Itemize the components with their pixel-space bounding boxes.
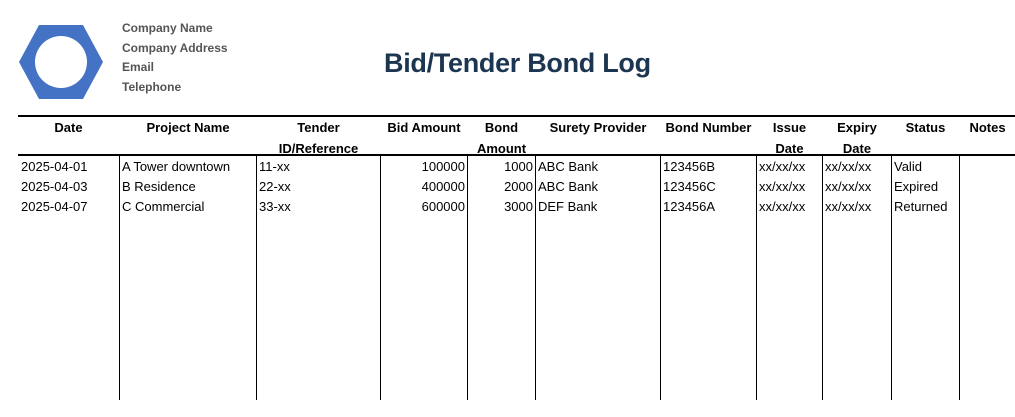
cell-date: 2025-04-07: [21, 199, 88, 214]
cell-expiry-date: xx/xx/xx: [825, 199, 872, 214]
cell-surety-provider: ABC Bank: [538, 159, 598, 174]
column-divider: [119, 156, 120, 400]
column-header-bid-amount: Bid Amount: [387, 120, 461, 135]
cell-status: Returned: [894, 199, 948, 214]
cell-expiry-date: xx/xx/xx: [825, 179, 872, 194]
cell-bond-number: 123456B: [663, 159, 716, 174]
column-header-status: Status: [905, 120, 946, 135]
column-divider: [822, 156, 823, 400]
cell-bid-amount: 400000: [421, 179, 465, 194]
company-email-label: Email: [122, 60, 155, 75]
cell-project-name: B Residence: [122, 179, 196, 194]
page-title: Bid/Tender Bond Log: [384, 48, 651, 78]
column-header-bond-number: Bond Number: [665, 120, 752, 135]
cell-bond-amount: 3000: [504, 199, 533, 214]
column-divider: [535, 156, 536, 400]
cell-issue-date: xx/xx/xx: [759, 199, 806, 214]
column-header-surety-provider: Surety Provider: [549, 120, 647, 135]
cell-bid-amount: 100000: [421, 159, 465, 174]
cell-issue-date: xx/xx/xx: [759, 179, 806, 194]
column-header-notes: Notes: [969, 120, 1006, 135]
cell-tender-id: 22-xx: [259, 179, 291, 194]
column-header-bond-amount: Bond Amount: [476, 120, 527, 156]
cell-surety-provider: ABC Bank: [538, 179, 598, 194]
cell-date: 2025-04-03: [21, 179, 88, 194]
cell-surety-provider: DEF Bank: [538, 199, 598, 214]
cell-status: Expired: [894, 179, 939, 194]
cell-tender-id: 33-xx: [259, 199, 291, 214]
cell-bid-amount: 600000: [421, 199, 465, 214]
column-divider: [959, 156, 960, 400]
cell-date: 2025-04-01: [21, 159, 88, 174]
column-divider: [660, 156, 661, 400]
cell-bond-amount: 2000: [504, 179, 533, 194]
hex-nut-icon: [18, 24, 104, 100]
company-telephone-label: Telephone: [122, 80, 182, 95]
column-divider: [256, 156, 257, 400]
cell-bond-amount: 1000: [504, 159, 533, 174]
column-header-expiry-date: Expiry Date: [837, 120, 877, 156]
column-divider: [756, 156, 757, 400]
column-divider: [891, 156, 892, 400]
cell-bond-number: 123456A: [663, 199, 716, 214]
column-header-tender-id: Tender ID/Reference: [278, 120, 359, 156]
column-header-date: Date: [54, 120, 83, 135]
cell-tender-id: 11-xx: [259, 159, 290, 174]
cell-bond-number: 123456C: [663, 179, 716, 194]
table-top-rule: [18, 115, 1015, 117]
company-address-label: Company Address: [122, 40, 228, 55]
cell-status: Valid: [894, 159, 922, 174]
company-name-label: Company Name: [122, 21, 213, 35]
cell-expiry-date: xx/xx/xx: [825, 159, 872, 174]
cell-project-name: A Tower downtown: [122, 159, 231, 174]
column-header-issue-date: Issue Date: [772, 120, 807, 156]
column-header-project-name: Project Name: [146, 120, 230, 135]
cell-project-name: C Commercial: [122, 199, 205, 214]
company-info: [122, 19, 228, 98]
cell-issue-date: xx/xx/xx: [759, 159, 806, 174]
